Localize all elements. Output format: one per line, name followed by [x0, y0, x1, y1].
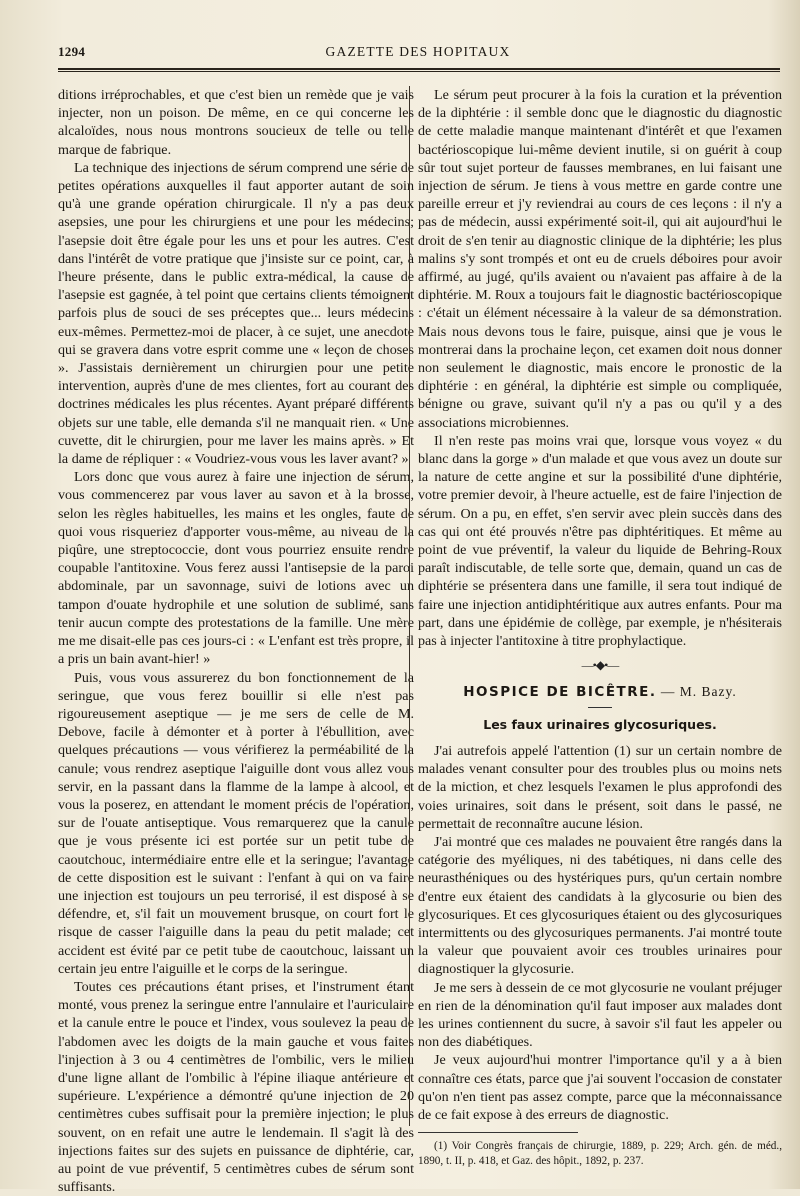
- page-header: [58, 44, 778, 64]
- paragraph: La technique des injections de sérum comprend une série de petites opérations auxquelles il faut apporter autant de soin qu'à une grande opération chirurgicale. Il n'y a pas deux asepsies, une pour les chirurgiens et une pour les médecins; l'asepsie doit être égale pour les uns et pour les autres. C'est dans l'intérêt de votre pratique que j'insiste sur ce point, car, à l'heure présente, dans le public extra-médical, la cause de l'asepsie est gagnée, à tel point que certains clients témoignent parfois plus de souci de ses préceptes que... leurs médecins eux-mêmes. Permettez-moi de placer, à ce sujet, une anecdote qui se gravera dans votre esprit comme une « leçon de choses ». J'assistais dernièrement un chirurgien pour une petite intervention, auprès d'une de mes clientes, fort au courant des doctrines médicales les plus récentes. Ayant préparé différents objets sur une table, elle demanda s'il ne manquait rien. « Une cuvette, dit le chirurgien, pour me laver les mains après. » Et la dame de répliquer : « Voudriez-vous vous les laver avant? »: [58, 159, 414, 468]
- paragraph: Lors donc que vous aurez à faire une injection de sérum, vous commencerez par vous laver au savon et à la brosse, selon les règles habituelles, les mains et les ongles, faute de quoi vous risqueriez d'apporter vous-même, au niveau de la piqûre, une streptococcie, dont vous pourriez ensuite rendre coupable l'antitoxine. Vous ferez aussi l'antisepsie de la paroi abdominale, par un savonnage, suivi de lotions avec un tampon d'ouate hydrophile et une solution de sublimé, sans tenir aucun compte des protestations de la famille. Une mère me me disait-elle pas ces jours-ci : « L'enfant est très propre, il a pris un bain avant-hier! »: [58, 469, 414, 668]
- paragraph: J'ai montré que ces malades ne pouvaient être rangés dans la catégorie des myéliques, ni des tabétiques, ni dans celle des neurasthéniques ou des hystériques purs, qu'un certain nombre d'entre eux étaient des candidats à la glycosurie ou bien des glycosuriques. Et ces glycosuriques étaient ou des glycosuriques intermittents ou des glycosuriques permanents. J'ai montré toute la valeur que pouvaient avoir ces troubles urinaires pour diagnostiquer la glycosurie.: [418, 833, 783, 978]
- right-column: [418, 86, 782, 1168]
- paragraph: Puis, vous vous assurerez du bon fonctionnement de la seringue, que vous ferez bouillir si elle n'est pas rigoureusement aseptique — je me sers de celle de M. Debove, facile à démonter et à porter à l'ébullition, avec quelques précautions — vous vérifierez la perméabilité de la canule; vous rendrez aseptique l'aiguille dont vous allez vous servir, en la passant dans la flamme de la lampe à alcool, et vous la poserez, en attendant le moment précis de l'opération, sur de l'ouate antiseptique. Vous remarquerez que la canule que je vous présente ici est portée sur un petit tube de caoutchouc, intermédiaire entre elle et la seringue; l'avantage de cette disposition est le suivant : l'enfant à qui on va faire une injection est toujours un peu terrorisé, il est disposé à se défendre, et, s'il fait un mouvement brusque, on court fort le risque de casser l'aiguille dans la peau du petit malade; cet accident est évité par ce petit tube de caoutchouc, laissant un certain jeu entre l'aiguille et le corps de la seringue.: [58, 669, 414, 977]
- paragraph: Toutes ces précautions étant prises, et l'instrument étant monté, vous prenez la seringue entre l'annulaire et l'auriculaire et la canule entre le pouce et l'index, vous soulevez la peau de l'abdomen avec les doigts de la main gauche et vous faites l'injection à 3 ou 4 centimètres de l'ombilic, vers le milieu d'une ligne allant de l'ombilic à l'épine iliaque antérieure et supérieure. L'expérience a démontré qu'une injection de 20 centimètres cubes suffisait pour la première injection; le plus souvent, on en refait une autre le lendemain. Il s'agit là des injections faites sur des sujets en puissance de diphtérie, car, au point de vue préventif, 5 centimètres cubes de sérum sont suffisants.: [58, 978, 414, 1196]
- paragraph: Je me sers à dessein de ce mot glycosurie ne voulant préjuger en rien de la dénomination qu'il faut imposer aux malades dont les urines contiennent du sucre, à savoir s'il faut les appeler ou non des diabétiques.: [418, 979, 782, 1051]
- article-title: Les faux urinaires glycosuriques.: [483, 716, 717, 732]
- section-rule: [588, 707, 612, 708]
- page-number: 1294: [58, 44, 86, 59]
- footnote: (1) Voir Congrès français de chirurgie, 1889, p. 229; Arch. gén. de méd., 1890, t. II, p. 418, et Gaz. des hôpit., 1892, p. 237.: [418, 1140, 782, 1167]
- paragraph: Je veux aujourd'hui montrer l'importance qu'il y a à bien connaître ces états, parce que j'ai souvent l'occasion de constater qu'on n'en tient pas assez compte, parce que la méconnaissance de ce fait expose à des erreurs de diagnostic.: [418, 1052, 782, 1123]
- left-column: [58, 86, 414, 1196]
- section-institution: HOSPICE DE BICÊTRE.: [463, 683, 657, 700]
- journal-title: GAZETTE DES HOPITAUX: [325, 44, 511, 59]
- header-rule-thick: [58, 68, 780, 70]
- footnote-rule: [418, 1132, 578, 1133]
- header-rule-thin: [58, 71, 780, 72]
- column-divider: [409, 86, 410, 1126]
- paragraph: J'ai autrefois appelé l'attention (1) sur un certain nombre de malades venant consulter pour des troubles plus ou moins nets de la miction, et chez lesquels l'examen le plus approfondi des voies urinaires, soit dans le présent, soit dans le passé, ne permettait de reconnaître aucune lésion.: [418, 742, 782, 832]
- paragraph: ditions irréprochables, et que c'est bien un remède que je vais injecter, non un poison. De même, en ce qui concerne les alcaloïdes, nous nous montrons soucieux de telle ou telle marque de fabrique.: [58, 87, 414, 158]
- section-author: — M. Bazy.: [660, 683, 737, 699]
- paragraph: Le sérum peut procurer à la fois la curation et la prévention de la diphtérie : il semble donc que le diagnostic du diagnostic de cette maladie manque maintenant d'intérêt et que l'examen bactérioscopique lui-même devient inutile, si on guérit à coup sûr tout sujet porteur de fausses membranes, en lui faisant une injection de sérum. Je tiens à vous mettre en garde contre une pareille erreur et j'y reviendrai au cours de ces leçons : il n'y a pas de médecin, aussi expérimenté soit-il, qui ait aujourd'hui le droit de s'en tenir au diagnostic clinique de la diphtérie; les plus malins s'y sont trompés et ont eu de cruels déboires pour avoir affirmé, au jugé, qu'ils avaient ou n'avaient pas affaire à de la diphtérie. M. Roux a toujours fait le diagnostic bactérioscopique : c'était un élément nécessaire à la valeur de sa démonstration. Mais nous devons tous le faire, puisque, ainsi que je vous le montrerai dans la prochaine leçon, cet examen doit nous donner non seulement le diagnostic, mais encore le pronostic de la diphtérie : en général, la diphtérie est simple ou compliquée, bénigne ou grave, suivant qu'il n'y a pas ou qu'il y a des associations microbiennes.: [418, 87, 782, 431]
- section-heading: [418, 683, 782, 701]
- ornament-divider: —•◆•—: [581, 658, 619, 673]
- paragraph: Il n'en reste pas moins vrai que, lorsque vous voyez « du blanc dans la gorge » d'un malade et que vous avez un doute sur la nature de cette angine et sur la possibilité d'une diphtérie, votre premier devoir, à l'heure actuelle, est de faire l'injection de sérum. On a pu, en effet, s'en servir avec plein succès dans des cas qui ont été prouvés n'être pas diphtéritiques. Et même au point de vue préventif, la valeur du liquide de Behring-Roux paraît indiscutable, de telle sorte que, demain, quand un cas de diphtérie se présentera dans une famille, il sera tout indiqué de faire une injection antidiphtéritique aux autres enfants. Pour ma part, dans une épidémie de collège, par exemple, je n'hésiterais pas à injecter l'antitoxine à titre prophylactique.: [418, 432, 782, 650]
